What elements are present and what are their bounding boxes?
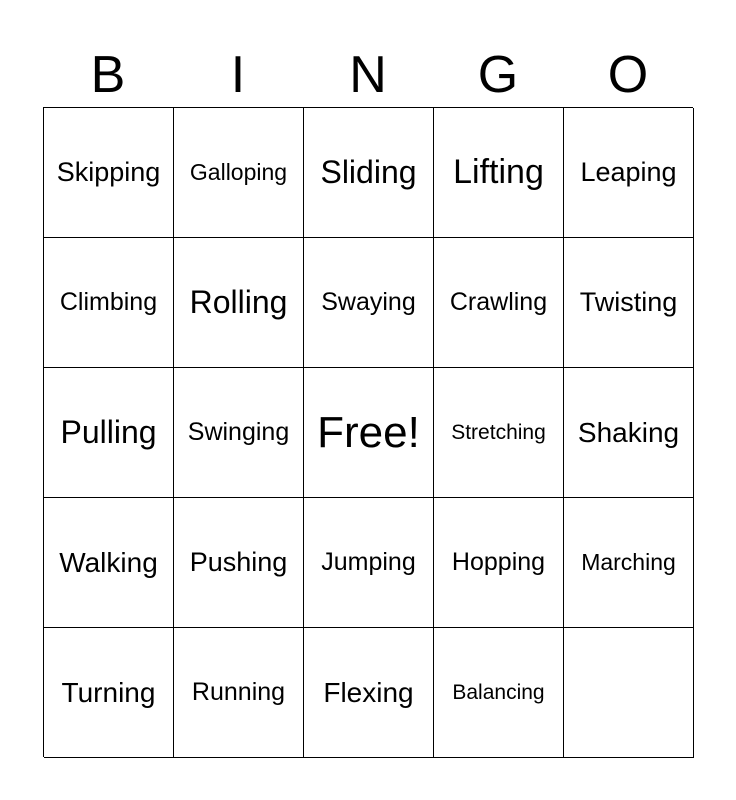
- bingo-board: [43, 107, 693, 757]
- bingo-cell-r2-c1: Swinging: [174, 368, 304, 498]
- bingo-cell-r1-c1: Rolling: [174, 238, 304, 368]
- bingo-cell-r0-c1: Galloping: [174, 108, 304, 238]
- bingo-cell-r3-c4: Marching: [564, 498, 694, 628]
- bingo-cell-r1-c3: Crawling: [434, 238, 564, 368]
- bingo-cell-r2-c4: Shaking: [564, 368, 694, 498]
- bingo-header: [43, 44, 693, 106]
- bingo-cell-r4-c4: [564, 628, 694, 758]
- bingo-cell-r1-c2: Swaying: [304, 238, 434, 368]
- bingo-cell-r0-c3: Lifting: [434, 108, 564, 238]
- bingo-cell-r3-c1: Pushing: [174, 498, 304, 628]
- bingo-cell-r3-c2: Jumping: [304, 498, 434, 628]
- header-letter-n: N: [349, 46, 387, 104]
- bingo-cell-r2-c0: Pulling: [44, 368, 174, 498]
- bingo-cell-r0-c2: Sliding: [304, 108, 434, 238]
- bingo-cell-r0-c4: Leaping: [564, 108, 694, 238]
- bingo-cell-r4-c2: Flexing: [304, 628, 434, 758]
- header-letter-o: O: [607, 46, 649, 104]
- bingo-cell-r1-c4: Twisting: [564, 238, 694, 368]
- bingo-cell-r4-c1: Running: [174, 628, 304, 758]
- bingo-cell-free: Free!: [304, 368, 434, 498]
- bingo-cell-r4-c3: Balancing: [434, 628, 564, 758]
- bingo-cell-r1-c0: Climbing: [44, 238, 174, 368]
- bingo-cell-r3-c3: Hopping: [434, 498, 564, 628]
- bingo-cell-r3-c0: Walking: [44, 498, 174, 628]
- bingo-cell-r0-c0: Skipping: [44, 108, 174, 238]
- header-letter-g: G: [477, 46, 519, 104]
- header-letter-b: B: [90, 46, 126, 104]
- header-letter-i: I: [230, 46, 246, 104]
- bingo-cell-r2-c3: Stretching: [434, 368, 564, 498]
- bingo-cell-r4-c0: Turning: [44, 628, 174, 758]
